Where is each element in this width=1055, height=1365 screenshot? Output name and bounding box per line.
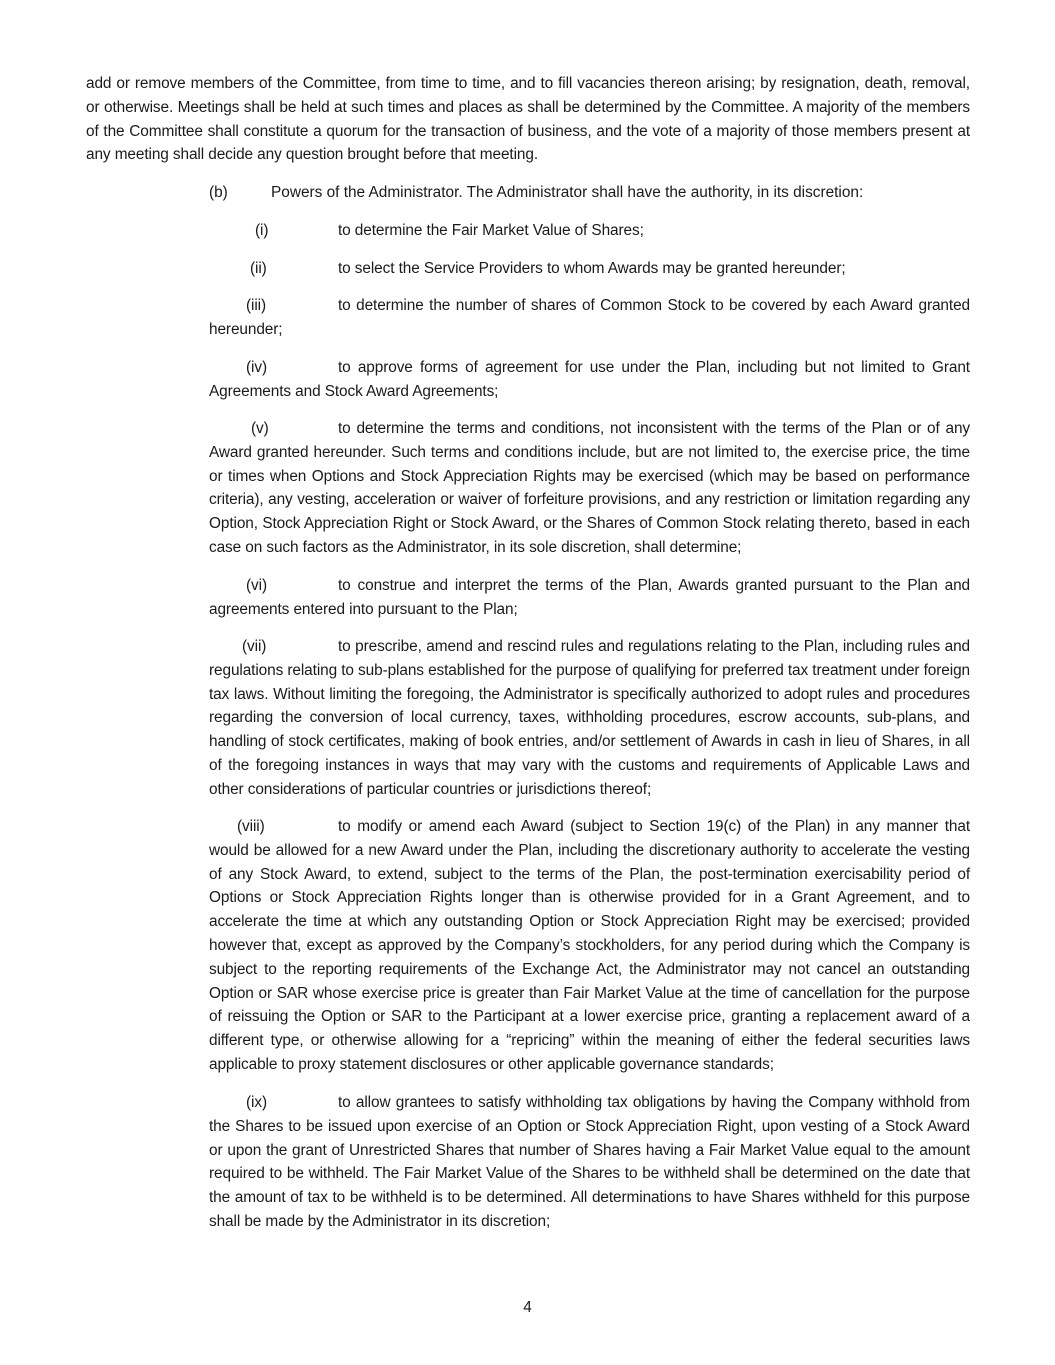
section-b-heading	[209, 181, 863, 205]
list-item-text: to prescribe, amend and rescind rules and regulations relating to the Plan, including rules and regulations relating to sub-plans established for the purpose of qualifying for preferred tax treatment under foreign tax laws. Without limiting the foregoing, the Administrator is specifically authorized to adopt rules and procedures regarding the conversion of local currency, taxes, withholding procedures, escrow accounts, sub-plans, and handling of stock certificates, making of book entries, and/or settlement of Awards in cash in lieu of Shares, in all of the foregoing instances in ways that may vary with the customs and requirements of Applicable Laws and other considerations of particular countries or jurisdictions thereof;	[209, 638, 970, 798]
list-item	[209, 574, 970, 622]
list-item	[209, 635, 970, 802]
list-item-text: to allow grantees to satisfy withholding tax obligations by having the Company withhold from the Shares to be issued upon exercise of an Option or Stock Appreciation Right, upon vesting of a Stock Award or upon the grant of Unrestricted Shares that number of Shares having a Fair Market Value equal to the amount required to be withheld. The Fair Market Value of the Shares to be withheld shall be determined on the date that the amount of tax to be withheld is to be determined. All determinations to have Shares withheld for this purpose shall be made by the Administrator in its discretion;	[209, 1094, 970, 1230]
list-item-text: to select the Service Providers to whom Awards may be granted hereunder;	[338, 260, 846, 277]
list-item-text: to determine the Fair Market Value of Shares;	[338, 222, 644, 239]
list-item-text: to modify or amend each Award (subject to Section 19(c) of the Plan) in any manner that would be allowed for a new Award under the Plan, including the discretionary authority to accelerate the vesting of any Stock Award, to extend, subject to the terms of the Plan, the post-termination exercisability period of Options or Stock Appreciation Rights longer than is otherwise provided for in a Grant Agreement, and to accelerate the time at which any outstanding Option or Stock Appreciation Right may be exercised; provided however that, except as approved by the Company’s stockholders, for any period during which the Company is subject to the reporting requirements of the Exchange Act, the Administrator may not cancel an outstanding Option or SAR whose exercise price is greater than Fair Market Value at the time of cancellation for the purpose of reissuing the Option or SAR to the Participant at a lower exercise price, granting a replacement award of a different type, or otherwise allowing for a “repricing” within the meaning of either the federal securities laws applicable to proxy statement disclosures or other applicable governance standards;	[209, 818, 970, 1073]
section-b-text: Powers of the Administrator. The Administrator shall have the authority, in its discretion:	[271, 184, 864, 201]
list-item-numeral: (iv)	[246, 359, 267, 376]
list-item-text: to determine the number of shares of Common Stock to be covered by each Award granted hereunder;	[209, 297, 970, 338]
list-item-numeral: (vi)	[246, 577, 267, 594]
list-item	[209, 294, 970, 342]
list-item-numeral: (viii)	[237, 818, 265, 835]
list-item-text: to determine the terms and conditions, not inconsistent with the terms of the Plan or of any Award granted hereunder. Such terms and conditions include, but are not limited to, the exercise price, the time or times when Options and Stock Appreciation Rights may be exercised (which may be based on performance criteria), any vesting, acceleration or waiver of forfeiture provisions, and any restriction or limitation regarding any Option, Stock Appreciation Right or Stock Award, or the Shares of Common Stock relating thereto, based in each case on such factors as the Administrator, in its sole discretion, shall determine;	[209, 420, 970, 556]
list-item	[209, 356, 970, 404]
list-item	[209, 417, 970, 560]
list-item-numeral: (ii)	[250, 260, 267, 277]
list-item-numeral: (iii)	[246, 297, 267, 314]
list-item-numeral: (i)	[255, 222, 269, 239]
list-item	[209, 257, 970, 281]
intro-paragraph: add or remove members of the Committee, from time to time, and to fill vacancies thereon arising; by resignation, death, removal, or otherwise. Meetings shall be held at such times and places as shall be determined by the Committee. A majority of the members of the Committee shall constitute a quorum for the transaction of business, and the vote of a majority of those members present at any meeting shall decide any question brought before that meeting.	[86, 75, 970, 164]
list-item	[209, 815, 970, 1077]
list-item-text: to construe and interpret the terms of the Plan, Awards granted pursuant to the Plan and agreements entered into pursuant to the Plan;	[209, 577, 970, 618]
list-item-numeral: (v)	[251, 420, 269, 437]
list-item-numeral: (vii)	[242, 638, 267, 655]
page-number: 4	[523, 1299, 532, 1316]
list-item-text: to approve forms of agreement for use under the Plan, including but not limited to Grant Agreements and Stock Award Agreements;	[209, 359, 970, 400]
list-item	[209, 219, 970, 243]
list-item-numeral: (ix)	[246, 1094, 267, 1111]
section-b-label: (b)	[209, 184, 228, 201]
list-item	[209, 1091, 970, 1234]
